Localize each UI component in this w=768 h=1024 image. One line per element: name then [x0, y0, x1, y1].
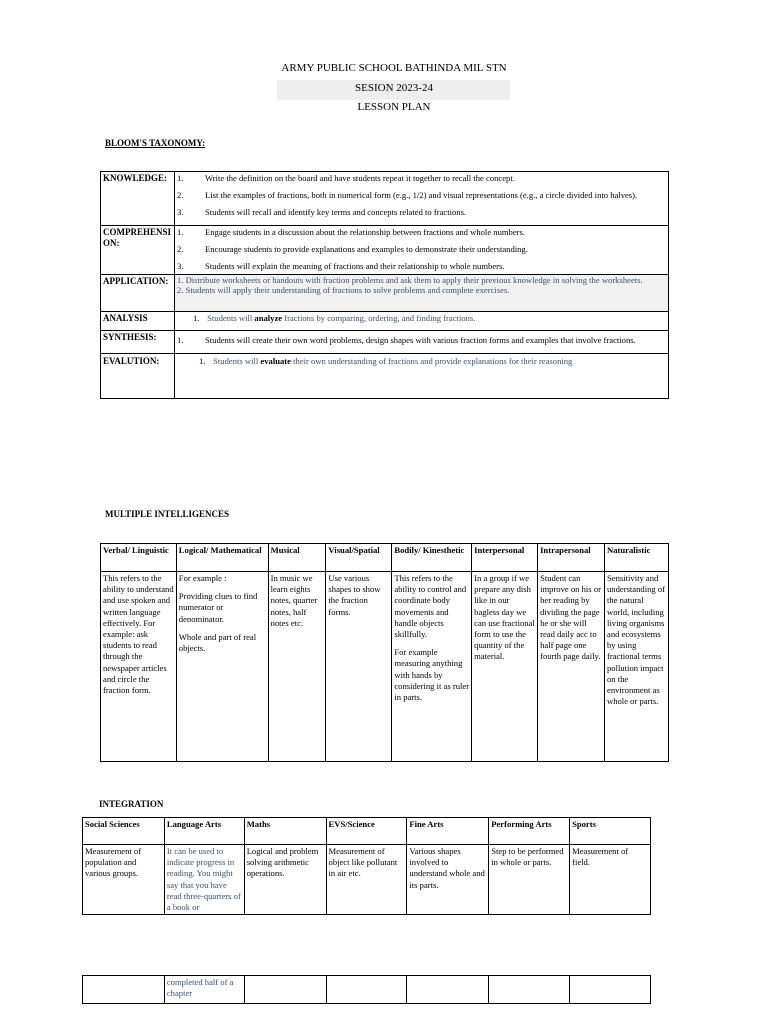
integration-header-language: Language Arts: [164, 818, 244, 845]
session-label: SESION 2023-24: [355, 82, 433, 94]
mi-verbal-cell: This refers to the ability to understand and use spoken and written language effectively. For example: ask students to read through the newspaper articles and circle the fraction form.: [101, 572, 177, 762]
blooms-table: [100, 171, 669, 399]
list-item: 2. List the examples of fractions, both in numerical form (e.g., 1/2) and visual representations (e.g., a circle divided into halves).: [176, 190, 638, 200]
mi-intrapersonal-cell: Student can improve on his or her reading by dividing the page he or she will read daily acc to half page one fourth page daily.: [538, 572, 605, 762]
mi-header-naturalistic: Naturalistic: [605, 544, 669, 572]
integration-content-row: [83, 845, 651, 915]
integration-header-evs: EVS/Science: [326, 818, 407, 845]
synthesis-content: 1. Students will create their own word problems, design shapes with various fraction forms and examples that involve fractions.: [174, 331, 668, 354]
integration-title: INTEGRATION: [99, 799, 164, 809]
analysis-row: [101, 312, 669, 331]
application-line-2: 2. Students will apply their understanding of fractions to solve problems and complete exercises.: [176, 284, 510, 295]
blooms-title: BLOOM'S TAXONOMY:: [105, 138, 206, 148]
mi-bodily-cell: This refers to the ability to control and coordinate body movements and handle objects skillfully. For example measuring anything with hands by considering it as ruler in parts.: [392, 572, 472, 762]
application-content: [174, 275, 668, 312]
mi-interpersonal-cell: In a group if we prepare any dish like in our bagless day we can use fractional form to use the quantity of the material.: [472, 572, 538, 762]
knowledge-content: [174, 172, 668, 226]
mi-header-visual: Visual/Spatial: [326, 544, 392, 572]
continuation-evs-cell: [326, 976, 407, 1004]
integration-fine-arts-cell: Various shapes involved to understand whole and its parts.: [407, 845, 489, 915]
mi-header-intrapersonal: Intrapersonal: [538, 544, 605, 572]
integration-header-sports: Sports: [570, 818, 651, 845]
continuation-fine-arts-cell: [407, 976, 489, 1004]
mi-header-logical: Logical/ Mathematical: [176, 544, 268, 572]
integration-performing-arts-cell: Step to be performed in whole or parts.: [489, 845, 570, 915]
comprehension-label: COMPREHENSION:: [101, 226, 175, 275]
mi-title: MULTIPLE INTELLIGENCES: [105, 509, 229, 519]
mi-header-interpersonal: Interpersonal: [472, 544, 538, 572]
continuation-sports-cell: [570, 976, 651, 1004]
integration-evs-cell: Measurement of object like pollutant in air etc.: [326, 845, 407, 915]
knowledge-label: KNOWLEDGE:: [101, 172, 175, 226]
mi-logical-cell: For example : Providing clues to find numerator or denominator. Whole and part of real objects.: [176, 572, 268, 762]
integration-header-maths: Maths: [244, 818, 326, 845]
continuation-performing-arts-cell: [489, 976, 570, 1004]
list-item: 3. Students will recall and identify key terms and concepts related to fractions.: [176, 207, 467, 217]
school-name: ARMY PUBLIC SCHOOL BATHINDA MIL STN: [281, 62, 507, 74]
mi-header-row: [101, 544, 669, 572]
integration-table: [82, 817, 651, 915]
list-item: 3. Students will explain the meaning of fractions and their relationship to whole numbers.: [176, 261, 505, 271]
integration-header-row: [83, 818, 651, 845]
synthesis-row: [101, 331, 669, 354]
continuation-language-cell: completed half of a chapter: [164, 976, 244, 1004]
integration-maths-cell: Logical and problem solving arithmetic operations.: [244, 845, 326, 915]
continuation-maths-cell: [244, 976, 326, 1004]
application-line-1: 1. Distribute worksheets or handouts with fraction problems and ask them to apply their previous knowledge in solving the worksheets.: [176, 275, 643, 285]
integration-continuation-row: [83, 976, 651, 1004]
mi-header-bodily: Bodily/ Kinesthetic: [392, 544, 472, 572]
mi-header-musical: Musical: [268, 544, 326, 572]
mi-table: [100, 543, 669, 762]
list-item: 2. Encourage students to provide explanations and examples to demonstrate their understanding.: [176, 244, 528, 254]
mi-content-row: [101, 572, 669, 762]
integration-header-social: Social Sciences: [83, 818, 165, 845]
list-item: 1. Engage students in a discussion about the relationship between fractions and whole numbers.: [176, 227, 526, 237]
continuation-social-cell: [83, 976, 165, 1004]
integration-header-performing-arts: Performing Arts: [489, 818, 570, 845]
mi-header-verbal: Verbal/ Linguistic: [101, 544, 177, 572]
evaluation-label: EVALUTION:: [101, 354, 175, 399]
list-item: 1. Write the definition on the board and have students repeat it together to recall the concept.: [176, 173, 515, 183]
comprehension-row: [101, 226, 669, 275]
integration-continuation-table: [82, 975, 651, 1004]
integration-header-fine-arts: Fine Arts: [407, 818, 489, 845]
knowledge-row: [101, 172, 669, 226]
integration-social-cell: Measurement of population and various groups.: [83, 845, 165, 915]
synthesis-label: SYNTHESIS:: [101, 331, 175, 354]
mi-visual-cell: Use various shapes to show the fraction forms.: [326, 572, 392, 762]
evaluation-row: [101, 354, 669, 399]
comprehension-content: [174, 226, 668, 275]
plan-title: LESSON PLAN: [357, 101, 431, 113]
analysis-label: ANALYSIS: [101, 312, 175, 331]
integration-sports-cell: Measurement of field.: [570, 845, 651, 915]
analysis-content: 1. Students will analyze fractions by comparing, ordering, and finding fractions.: [174, 312, 668, 331]
evaluation-content: 1. Students will evaluate their own understanding of fractions and provide explanations for their reasoning: [174, 354, 668, 399]
application-label: APPLICATION:: [101, 275, 175, 312]
application-row: [101, 275, 669, 312]
integration-language-cell: It can be used to indicate progress in reading. You might say that you have read three-quarters of a book or: [164, 845, 244, 915]
mi-naturalistic-cell: Sensitivity and understanding of the natural world, including living organisms and ecosystems by using fractional terms pollution impact on the environment as whole or parts.: [605, 572, 669, 762]
mi-musical-cell: In music we learn eights notes, quarter notes, half notes etc.: [268, 572, 326, 762]
